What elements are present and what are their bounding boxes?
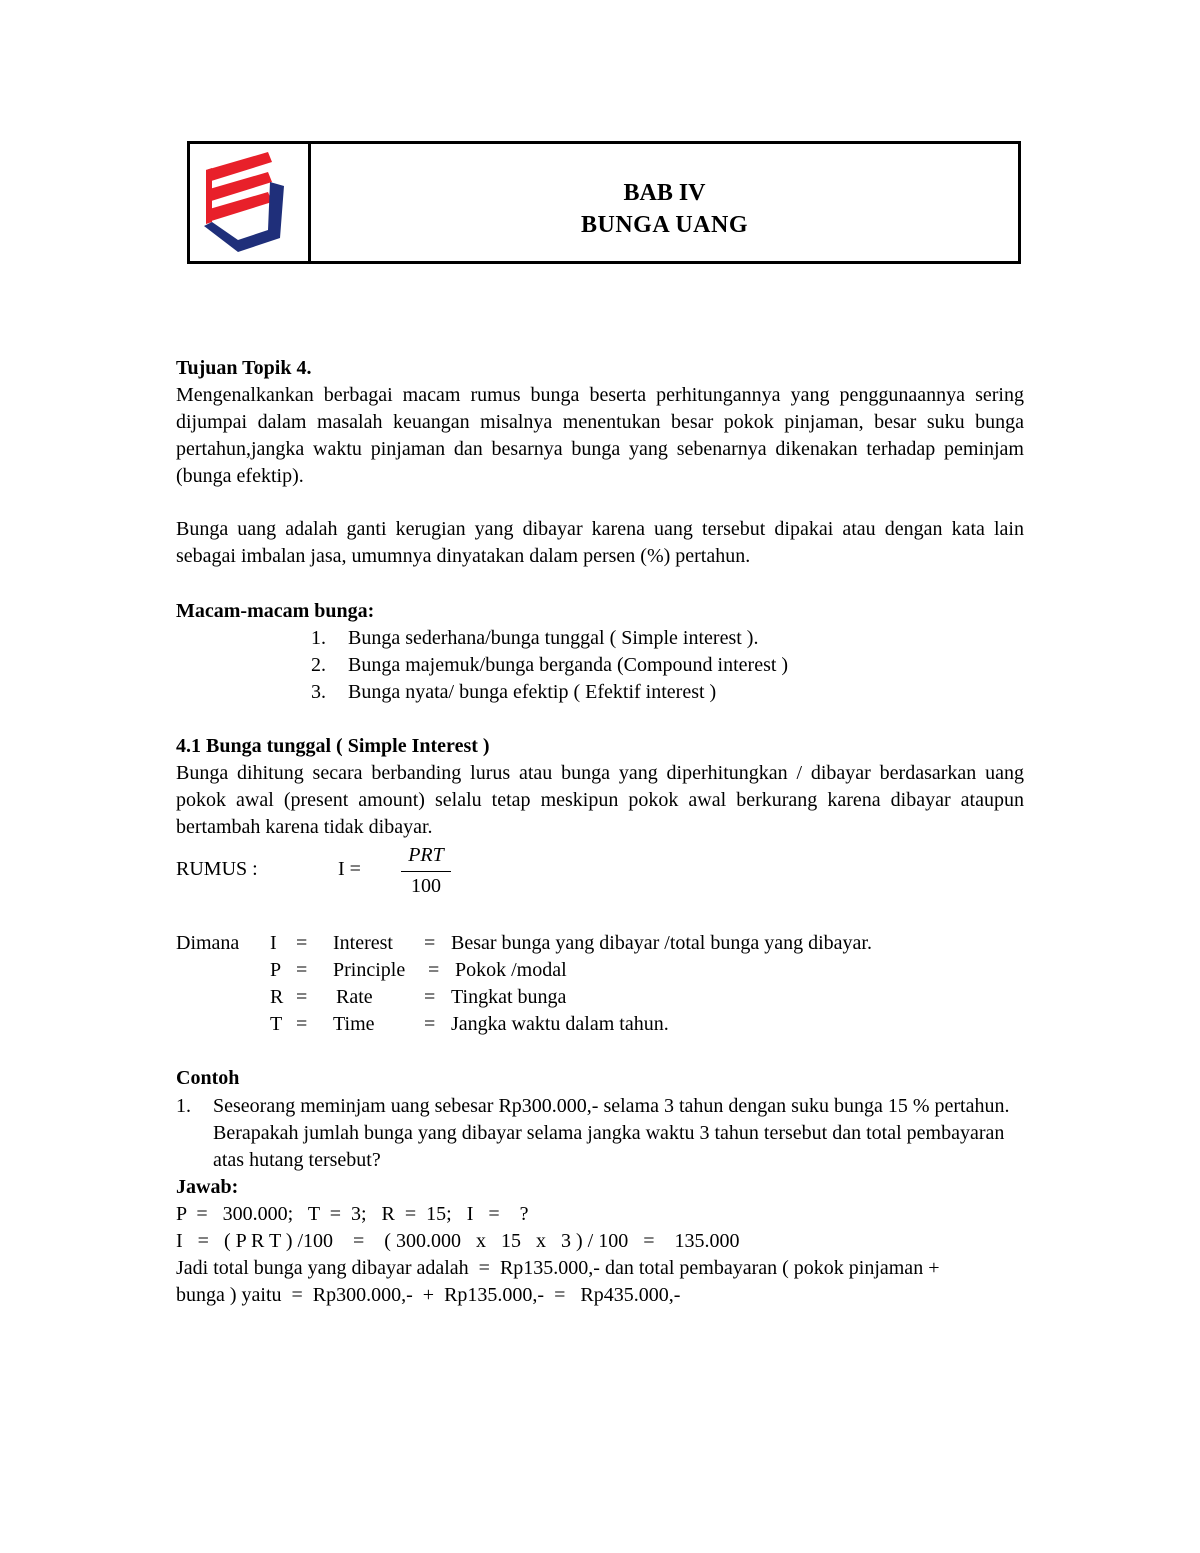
equals: = [296, 1013, 308, 1035]
equals: = [296, 932, 308, 954]
term-description: Tingkat bunga [451, 986, 567, 1008]
list-item: 3. Bunga nyata/ bunga efektip ( Efektif interest ) [311, 681, 717, 703]
term-name: Time [333, 1013, 375, 1035]
contoh-item-number: 1. [176, 1095, 191, 1117]
term-name: Principle [333, 959, 406, 981]
chapter-title-cell [311, 144, 1018, 261]
term-name: Interest [333, 932, 393, 954]
logo-cell [190, 144, 311, 261]
term-description: Pokok /modal [455, 959, 567, 981]
equals: = [424, 1013, 436, 1035]
contoh-item-text: Seseorang meminjam uang sebesar Rp300.000,- selama 3 tahun dengan suku bunga 15 % pertahun. Berapakah jumlah bunga yang dibayar selama jangka waktu 3 tahun tersebut dan total pembayaran atas hutang tersebut? [213, 1095, 1010, 1171]
macam-list [311, 625, 788, 706]
macam-heading: Macam-macam bunga: [176, 600, 375, 622]
equals: = [296, 986, 308, 1008]
equals: = [424, 986, 436, 1008]
university-logo-icon [198, 152, 298, 260]
term-description: Jangka waktu dalam tahun. [451, 1013, 669, 1035]
rumus-label: RUMUS : [176, 858, 258, 880]
rumus-fraction [401, 843, 451, 898]
equals: = [296, 959, 308, 981]
section-4-1-heading: 4.1 Bunga tunggal ( Simple Interest ) [176, 735, 490, 757]
dimana-label: Dimana [176, 932, 240, 954]
list-item: 1. Bunga sederhana/bunga tunggal ( Simple interest ). [311, 627, 759, 649]
symbol: P [270, 959, 282, 981]
chapter-header-box [187, 141, 1021, 264]
symbol: T [270, 1013, 283, 1035]
equals: = [428, 959, 440, 981]
contoh-item [176, 1093, 1016, 1174]
equals: = [424, 932, 436, 954]
jawab-heading: Jawab: [176, 1176, 239, 1198]
fraction-denominator: 100 [411, 875, 441, 897]
contoh-heading: Contoh [176, 1067, 240, 1089]
symbol: I [270, 932, 277, 954]
chapter-title: BUNGA UANG [580, 212, 748, 238]
fraction-bar [401, 871, 451, 872]
chapter-number: BAB IV [623, 180, 706, 206]
list-item: 2. Bunga majemuk/bunga berganda (Compound interest ) [311, 654, 789, 676]
definisi-paragraph: Bunga uang adalah ganti kerugian yang dibayar karena uang tersebut dipakai atau dengan kata lain sebagai imbalan jasa, umumnya dinyatakan dalam persen (%) pertahun. [176, 518, 1024, 567]
jawab-line-3: Jadi total bunga yang dibayar adalah = Rp135.000,- dan total pembayaran ( pokok pinjaman + bunga ) yaitu = Rp300.000,- + Rp135.000,- = Rp435.000,- [176, 1257, 945, 1306]
tujuan-heading: Tujuan Topik 4. [176, 357, 312, 379]
jawab-line-1: P = 300.000; T = 3; R = 15; I = ? [176, 1203, 529, 1225]
term-name: Rate [336, 986, 373, 1008]
jawab-line-2: I = ( P R T ) /100 = ( 300.000 x 15 x 3 ) / 100 = 135.000 [176, 1230, 740, 1252]
rumus-lhs: I = [338, 858, 361, 880]
section-4-1-paragraph: Bunga dihitung secara berbanding lurus atau bunga yang diperhitungkan / dibayar berdasarkan uang pokok awal (present amount) selalu tetap meskipun pokok awal berkurang karena dibayar ataupun bertambah karena tidak dibayar. [176, 762, 1024, 838]
fraction-numerator: PRT [408, 844, 444, 866]
symbol: R [270, 986, 284, 1008]
term-description: Besar bunga yang dibayar /total bunga yang dibayar. [451, 932, 872, 954]
tujuan-paragraph: Mengenalkankan berbagai macam rumus bunga beserta perhitungannya yang penggunaannya sering dijumpai dalam masalah keuangan misalnya menentukan besar pokok pinjaman, besar suku bunga pertahun,jangka waktu pinjaman dan besarnya bunga yang sebenarnya dikenakan terhadap peminjam (bunga efektip). [176, 384, 1024, 487]
